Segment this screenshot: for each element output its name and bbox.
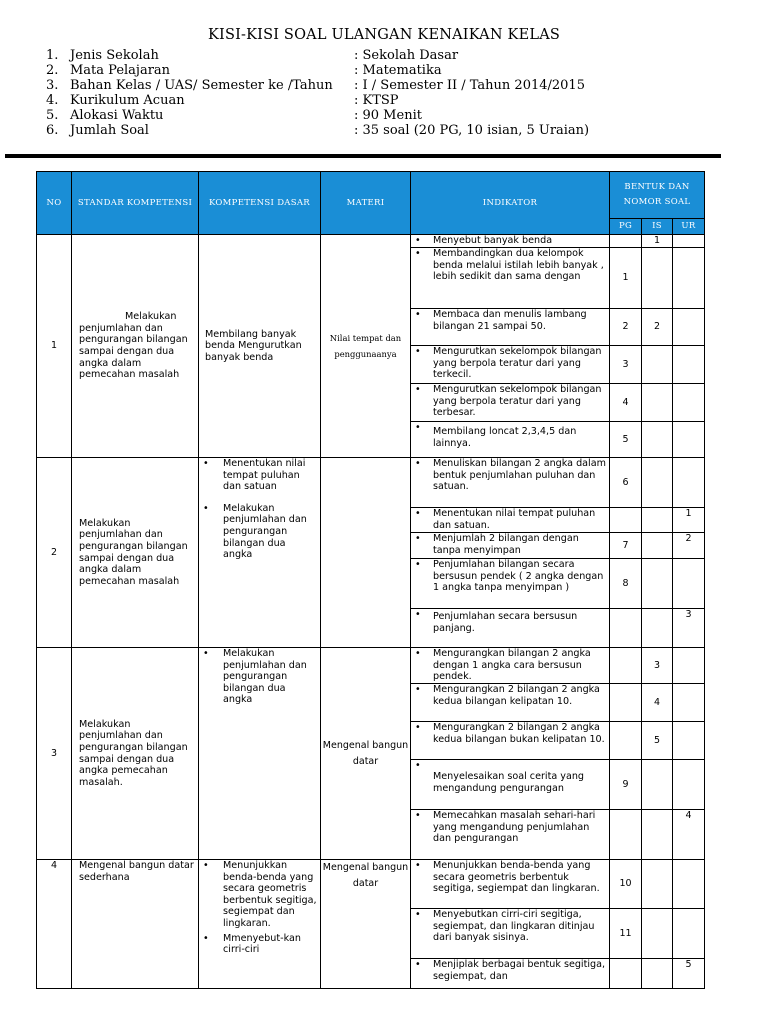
info-list bbox=[46, 48, 686, 138]
pg-cell bbox=[610, 648, 642, 684]
indicator: • Penjumlahan secara bersusun panjang. bbox=[411, 609, 610, 648]
pg-cell: 2 bbox=[610, 309, 642, 346]
ur-cell: 4 bbox=[673, 810, 705, 860]
is-cell bbox=[642, 760, 673, 810]
header-pg: PG bbox=[610, 219, 642, 235]
info-number: 6. bbox=[46, 123, 59, 138]
pg-cell bbox=[610, 684, 642, 722]
sk-text: Melakukan penjumlahan dan pengurangan bilangan sampai dengan dua angka dalam pemecahan masalah bbox=[79, 311, 188, 381]
ur-cell bbox=[673, 559, 705, 609]
indicator: • Mengurutkan sekelompok bilangan yang berpola teratur dari yang terkecil. bbox=[411, 346, 610, 384]
indicator: • Mengurangkan bilangan 2 angka dengan 1 angka cara bersusun pendek. bbox=[411, 648, 610, 684]
info-number: 4. bbox=[46, 93, 59, 108]
info-row bbox=[46, 78, 686, 93]
indicator: • Menjiplak berbagai bentuk segitiga, segiempat, dan bbox=[411, 959, 610, 989]
materi: Mengenal bangun datar bbox=[321, 648, 411, 860]
sk-text: Melakukan penjumlahan dan pengurangan bilangan sampai dengan dua angka dalam pemecahan masalah bbox=[79, 517, 188, 587]
info-number: 2. bbox=[46, 63, 59, 78]
indicator: • Menentukan nilai tempat puluhan dan satuan. bbox=[411, 508, 610, 533]
info-number: 3. bbox=[46, 78, 59, 93]
kompetensi-dasar bbox=[199, 235, 321, 458]
row-number: 4 bbox=[37, 860, 72, 989]
kd-item: • Melakukan penjumlahan dan pengurangan bilangan dua angka bbox=[199, 503, 317, 561]
ur-cell bbox=[673, 384, 705, 422]
pg-cell: 3 bbox=[610, 346, 642, 384]
row-number: 1 bbox=[37, 235, 72, 458]
row-number: 2 bbox=[37, 458, 72, 648]
materi: Nilai tempat dan penggunaanya bbox=[321, 235, 411, 458]
is-cell bbox=[642, 609, 673, 648]
is-cell bbox=[642, 559, 673, 609]
pg-cell: 9 bbox=[610, 760, 642, 810]
header-kompetensi-dasar: KOMPETENSI DASAR bbox=[199, 172, 321, 235]
indicator: • Menjumlah 2 bilangan dengan tanpa menyimpan bbox=[411, 533, 610, 559]
is-cell bbox=[642, 458, 673, 508]
pg-cell: 11 bbox=[610, 909, 642, 959]
kd-item: • Menunjukkan benda-benda yang secara geometris berbentuk segitiga, segiempat dan lingkaran. bbox=[199, 860, 317, 930]
table-row bbox=[37, 458, 705, 508]
is-cell: 2 bbox=[642, 309, 673, 346]
ur-cell bbox=[673, 248, 705, 309]
is-cell bbox=[642, 384, 673, 422]
info-row bbox=[46, 108, 686, 123]
header-is: IS bbox=[642, 219, 673, 235]
is-cell bbox=[642, 909, 673, 959]
info-value: : Sekolah Dasar bbox=[354, 48, 459, 63]
pg-cell: 4 bbox=[610, 384, 642, 422]
pg-cell: 5 bbox=[610, 422, 642, 458]
materi: Mengenal bangun datar bbox=[321, 860, 411, 989]
kd-text: Membilang banyak benda Mengurutkan banyak benda bbox=[205, 328, 302, 363]
pg-cell: 6 bbox=[610, 458, 642, 508]
kd-item: • Melakukan penjumlahan dan pengurangan bilangan dua angka bbox=[199, 648, 317, 706]
ur-cell bbox=[673, 235, 705, 248]
info-row bbox=[46, 93, 686, 108]
header-no: NO bbox=[37, 172, 72, 235]
info-value: : 35 soal (20 PG, 10 isian, 5 Uraian) bbox=[354, 123, 590, 138]
row-number: 3 bbox=[37, 648, 72, 860]
info-row bbox=[46, 48, 686, 63]
indicator: • Menyelesaikan soal cerita yang mengandung pengurangan bbox=[411, 760, 610, 810]
pg-cell bbox=[610, 959, 642, 989]
indicator: • Membaca dan menulis lambang bilangan 21 sampai 50. bbox=[411, 309, 610, 346]
is-cell bbox=[642, 959, 673, 989]
is-cell bbox=[642, 810, 673, 860]
info-value: : KTSP bbox=[354, 93, 399, 108]
ur-cell bbox=[673, 860, 705, 909]
info-number: 1. bbox=[46, 48, 59, 63]
indicator: • Menyebut banyak benda bbox=[411, 235, 610, 248]
table-row bbox=[37, 860, 705, 909]
info-label: Jumlah Soal bbox=[70, 123, 149, 138]
ur-cell: 5 bbox=[673, 959, 705, 989]
is-cell bbox=[642, 346, 673, 384]
indicator: • Memecahkan masalah sehari-hari yang mengandung penjumlahan dan pengurangan bbox=[411, 810, 610, 860]
info-value: : 90 Menit bbox=[354, 108, 422, 123]
header-ur: UR bbox=[673, 219, 705, 235]
ur-cell bbox=[673, 909, 705, 959]
pg-cell bbox=[610, 722, 642, 760]
indicator: • Mengurangkan 2 bilangan 2 angka kedua bilangan bukan kelipatan 10. bbox=[411, 722, 610, 760]
header-indikator: INDIKATOR bbox=[411, 172, 610, 235]
info-row bbox=[46, 123, 686, 138]
is-cell: 3 bbox=[642, 648, 673, 684]
kompetensi-dasar bbox=[199, 458, 321, 648]
is-cell bbox=[642, 860, 673, 909]
standar-kompetensi bbox=[72, 860, 199, 989]
indicator: • Menyebutkan cirri-ciri segitiga, segiempat, dan lingkaran ditinjau dari banyak sisinya. bbox=[411, 909, 610, 959]
pg-cell: 1 bbox=[610, 248, 642, 309]
ur-cell bbox=[673, 760, 705, 810]
indicator: • Menunjukkan benda-benda yang secara geometris berbentuk segitiga, segiempat dan lingkaran. bbox=[411, 860, 610, 909]
info-value: : Matematika bbox=[354, 63, 442, 78]
divider-rule bbox=[5, 154, 721, 158]
ur-cell: 2 bbox=[673, 533, 705, 559]
indicator: • Membilang loncat 2,3,4,5 dan lainnya. bbox=[411, 422, 610, 458]
header-bentuk-soal: BENTUK DAN NOMOR SOAL bbox=[610, 172, 705, 219]
ur-cell bbox=[673, 648, 705, 684]
header-standar-kompetensi: STANDAR KOMPETENSI bbox=[72, 172, 199, 235]
pg-cell bbox=[610, 508, 642, 533]
is-cell bbox=[642, 248, 673, 309]
info-label: Bahan Kelas / UAS/ Semester ke /Tahun bbox=[70, 78, 333, 93]
kd-item: • Menentukan nilai tempat puluhan dan satuan bbox=[199, 458, 317, 493]
ur-cell bbox=[673, 458, 705, 508]
indicator: • Mengurangkan 2 bilangan 2 angka kedua bilangan kelipatan 10. bbox=[411, 684, 610, 722]
pg-cell: 7 bbox=[610, 533, 642, 559]
kd-item: • Mmenyebut-kan cirri-ciri bbox=[199, 933, 317, 956]
header-materi: MATERI bbox=[321, 172, 411, 235]
info-label: Mata Pelajaran bbox=[70, 63, 171, 78]
is-cell: 1 bbox=[642, 235, 673, 248]
indicator: • Membandingkan dua kelompok benda melalui istilah lebih banyak , lebih sedikit dan sama dengan bbox=[411, 248, 610, 309]
pg-cell bbox=[610, 609, 642, 648]
ur-cell bbox=[673, 309, 705, 346]
is-cell: 4 bbox=[642, 684, 673, 722]
pg-cell bbox=[610, 235, 642, 248]
standar-kompetensi bbox=[72, 648, 199, 860]
ur-cell bbox=[673, 684, 705, 722]
kompetensi-dasar bbox=[199, 860, 321, 989]
indicator: • Penjumlahan bilangan secara bersusun pendek ( 2 angka dengan 1 angka tanpa menyimpan ) bbox=[411, 559, 610, 609]
is-cell bbox=[642, 533, 673, 559]
ur-cell bbox=[673, 346, 705, 384]
is-cell: 5 bbox=[642, 722, 673, 760]
info-label: Jenis Sekolah bbox=[70, 48, 159, 63]
kompetensi-dasar bbox=[199, 648, 321, 860]
is-cell bbox=[642, 422, 673, 458]
materi bbox=[321, 458, 411, 648]
ur-cell: 3 bbox=[673, 609, 705, 648]
standar-kompetensi bbox=[72, 235, 199, 458]
kisi-kisi-table bbox=[36, 171, 705, 989]
ur-cell bbox=[673, 422, 705, 458]
standar-kompetensi bbox=[72, 458, 199, 648]
info-value: : I / Semester II / Tahun 2014/2015 bbox=[354, 78, 585, 93]
sk-text: Mengenal bangun datar sederhana bbox=[79, 860, 194, 883]
ur-cell: 1 bbox=[673, 508, 705, 533]
info-row bbox=[46, 63, 686, 78]
table-row bbox=[37, 235, 705, 248]
pg-cell bbox=[610, 810, 642, 860]
is-cell bbox=[642, 508, 673, 533]
pg-cell: 8 bbox=[610, 559, 642, 609]
document-title: KISI-KISI SOAL ULANGAN KENAIKAN KELAS bbox=[207, 27, 560, 43]
table-row bbox=[37, 648, 705, 684]
sk-text: Melakukan penjumlahan dan pengurangan bilangan sampai dengan dua angka pemecahan masalah. bbox=[79, 718, 188, 788]
info-label: Alokasi Waktu bbox=[70, 108, 164, 123]
info-label: Kurikulum Acuan bbox=[70, 93, 185, 108]
indicator: • Menuliskan bilangan 2 angka dalam bentuk penjumlahan puluhan dan satuan. bbox=[411, 458, 610, 508]
ur-cell bbox=[673, 722, 705, 760]
pg-cell: 10 bbox=[610, 860, 642, 909]
indicator: • Mengurutkan sekelompok bilangan yang berpola teratur dari yang terbesar. bbox=[411, 384, 610, 422]
info-number: 5. bbox=[46, 108, 59, 123]
